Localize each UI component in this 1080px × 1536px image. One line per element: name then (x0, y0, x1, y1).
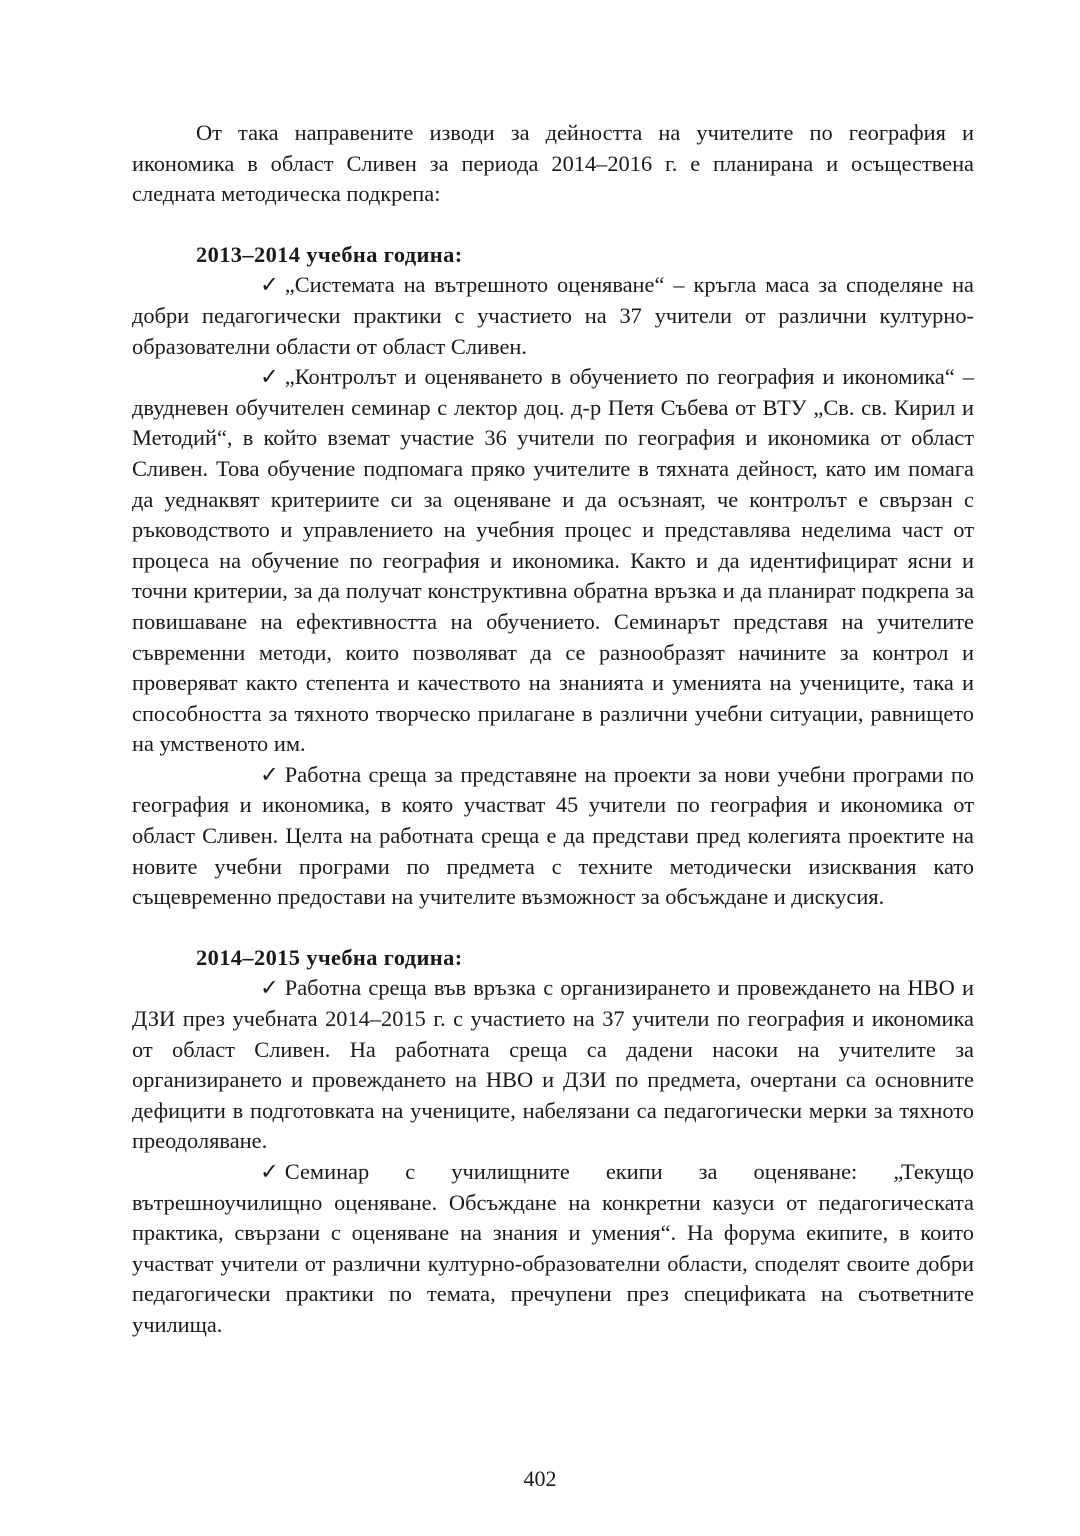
list-item (132, 1157, 974, 1341)
section-2014-2015 (132, 943, 974, 1341)
section-heading: 2013–2014 учебна година: (196, 241, 463, 267)
list-item-text: „Системата на вътрешното оценяване“ – кръгла маса за споделяне на добри педагогически практики с участието на 37 учители от различни културно-образователни области от област Сливен. (132, 272, 974, 359)
list-item (132, 362, 974, 760)
check-icon: ✓ (260, 761, 279, 787)
section-2013-2014 (132, 240, 974, 913)
section-heading: 2014–2015 учебна година: (196, 944, 463, 970)
check-icon: ✓ (260, 272, 279, 298)
check-icon: ✓ (260, 975, 279, 1001)
list-item (132, 973, 974, 1157)
list-item-text: Семинар с училищните екипи за оценяване: „Текущо вътрешноучилищно оценяване. Обсъждане на конкретни казуси от педагогическата практика, свързани с оценяване на знания и умения“. На форума екипите, в които участват учители от различни културно-образователни области, споделят своите добри педагогически практики по темата, пречупени през спецификата на съответните училища. (132, 1159, 974, 1337)
list-item (132, 270, 974, 362)
list-item (132, 760, 974, 913)
page-number: 402 (523, 1466, 557, 1491)
document-body (132, 118, 974, 1341)
list-item-text: Работна среща за представяне на проекти за нови учебни програми по география и икономика, в която участват 45 учители по география и икономика от област Сливен. Целта на работната среща е да представи пред колегията проектите на новите учебни програми по предмета с техните методически изисквания като същевременно предостави на учителите възможност за обсъждане и дискусия. (132, 761, 974, 910)
list-item-text: Работна среща във връзка с организирането и провеждането на НВО и ДЗИ през учебната 2014–2015 г. с участието на 37 учители по география и икономика от област Сливен. На работната среща са дадени насоки на учителите за организирането и провеждането на НВО и ДЗИ по предмета, очертани са основните дефицити в подготовката на учениците, набелязани са педагогически мерки за тяхното преодоляване. (132, 975, 974, 1154)
list-item-text: „Контролът и оценяването в обучението по география и икономика“ – двудневен обучителен семинар с лектор доц. д-р Петя Събева от ВТУ „Св. св. Кирил и Методий“, в който вземат участие 36 учители по география и икономика от област Сливен. Това обучение подпомага пряко учителите в тяхната дейност, като им помага да уеднаквят критериите си за оценяване и да осъзнаят, че контролът е свързан с ръководството и управлението на учебния процес и представлява неделима част от процеса на обучение по география и икономика. Както и да идентифицират ясни и точни критерии, за да получат конструктивна обратна връзка и да планират подкрепа за повишаване на ефективността на обучението. Семинарът представя на учителите съвременни методи, които позволяват да се разнообразят начините за контрол и проверяват както степента и качеството на знанията и уменията на учениците, така и способността за тяхното творческо прилагане в различни учебни ситуации, равнището на умственото им. (132, 364, 974, 757)
check-icon: ✓ (260, 364, 279, 390)
intro-paragraph: От така направените изводи за дейността на учителите по география и икономика в област Сливен за периода 2014–2016 г. е планирана и осъществена следната методическа подкрепа: (132, 120, 974, 207)
check-icon: ✓ (260, 1159, 279, 1184)
